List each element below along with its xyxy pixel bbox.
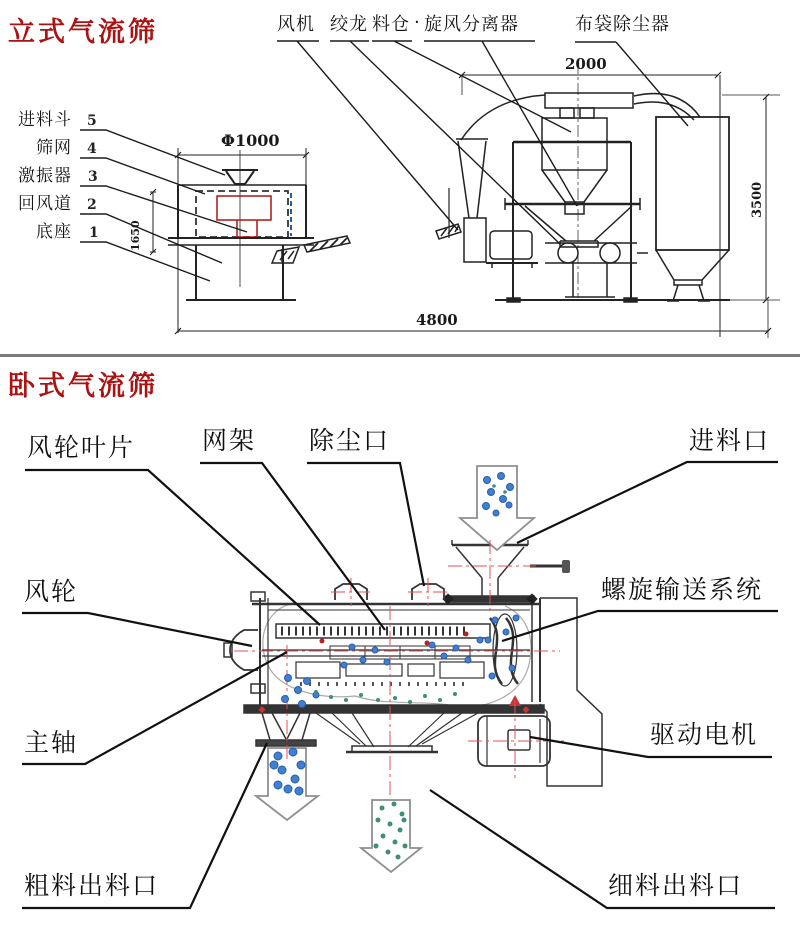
leader-screw-conveyor <box>502 611 778 641</box>
part-number-4: 4 <box>87 141 97 157</box>
part-number-5: 5 <box>87 113 97 129</box>
vertical-right-machine <box>175 62 780 338</box>
dim-diameter: Φ1000 <box>221 131 280 150</box>
label-feed-hopper: 进料斗 <box>18 110 72 130</box>
part-number-1: 1 <box>89 225 99 241</box>
leader-dust-port <box>307 463 424 586</box>
leader-hopper <box>372 41 571 132</box>
dim-upper-width: 2000 <box>565 55 607 73</box>
label-return-air-duct: 回风道 <box>18 194 72 214</box>
dim-total-length: 4800 <box>416 311 458 329</box>
label-impeller: 风轮 <box>24 577 79 606</box>
vertical-section-title: 立式气流筛 <box>8 17 158 48</box>
leader-vibrator <box>80 186 247 232</box>
label-base: 底座 <box>36 222 72 242</box>
leader-screen-mesh <box>80 158 205 194</box>
label-auger: 绞龙 <box>330 14 368 35</box>
part-number-2: 2 <box>87 197 97 213</box>
label-cyclone: 旋风分离器 <box>424 14 519 35</box>
leader-feed-hopper <box>80 130 225 175</box>
label-hopper: 料仓 <box>372 14 410 35</box>
section-divider <box>0 354 800 357</box>
dim-right-height: 3500 <box>750 181 765 218</box>
label-mesh-frame: 网架 <box>202 426 257 455</box>
label-dust-port: 除尘口 <box>309 426 391 455</box>
leader-impeller <box>22 613 252 646</box>
leader-feed-inlet <box>517 462 778 543</box>
label-feed-inlet: 进料口 <box>689 426 771 455</box>
label-dot-separator: · <box>414 12 421 33</box>
horizontal-section-title: 卧式气流筛 <box>8 371 158 402</box>
leader-fan <box>277 41 458 230</box>
label-vibrator: 激振器 <box>18 166 72 186</box>
label-bag-filter: 布袋除尘器 <box>575 14 670 35</box>
label-screen-mesh: 筛网 <box>36 138 72 158</box>
label-fine-outlet: 细料出料口 <box>608 871 744 900</box>
label-fan: 风机 <box>277 14 315 35</box>
vertical-left-machine <box>150 148 350 333</box>
label-main-shaft: 主轴 <box>24 728 79 757</box>
leader-base <box>80 242 210 281</box>
label-impeller-blades: 风轮叶片 <box>27 433 136 462</box>
label-coarse-outlet: 粗料出料口 <box>24 871 160 900</box>
label-screw-conveyor: 螺旋输送系统 <box>601 575 764 604</box>
label-drive-motor: 驱动电机 <box>650 720 759 749</box>
part-number-3: 3 <box>88 169 98 185</box>
dim-left-height: 1650 <box>129 220 142 251</box>
